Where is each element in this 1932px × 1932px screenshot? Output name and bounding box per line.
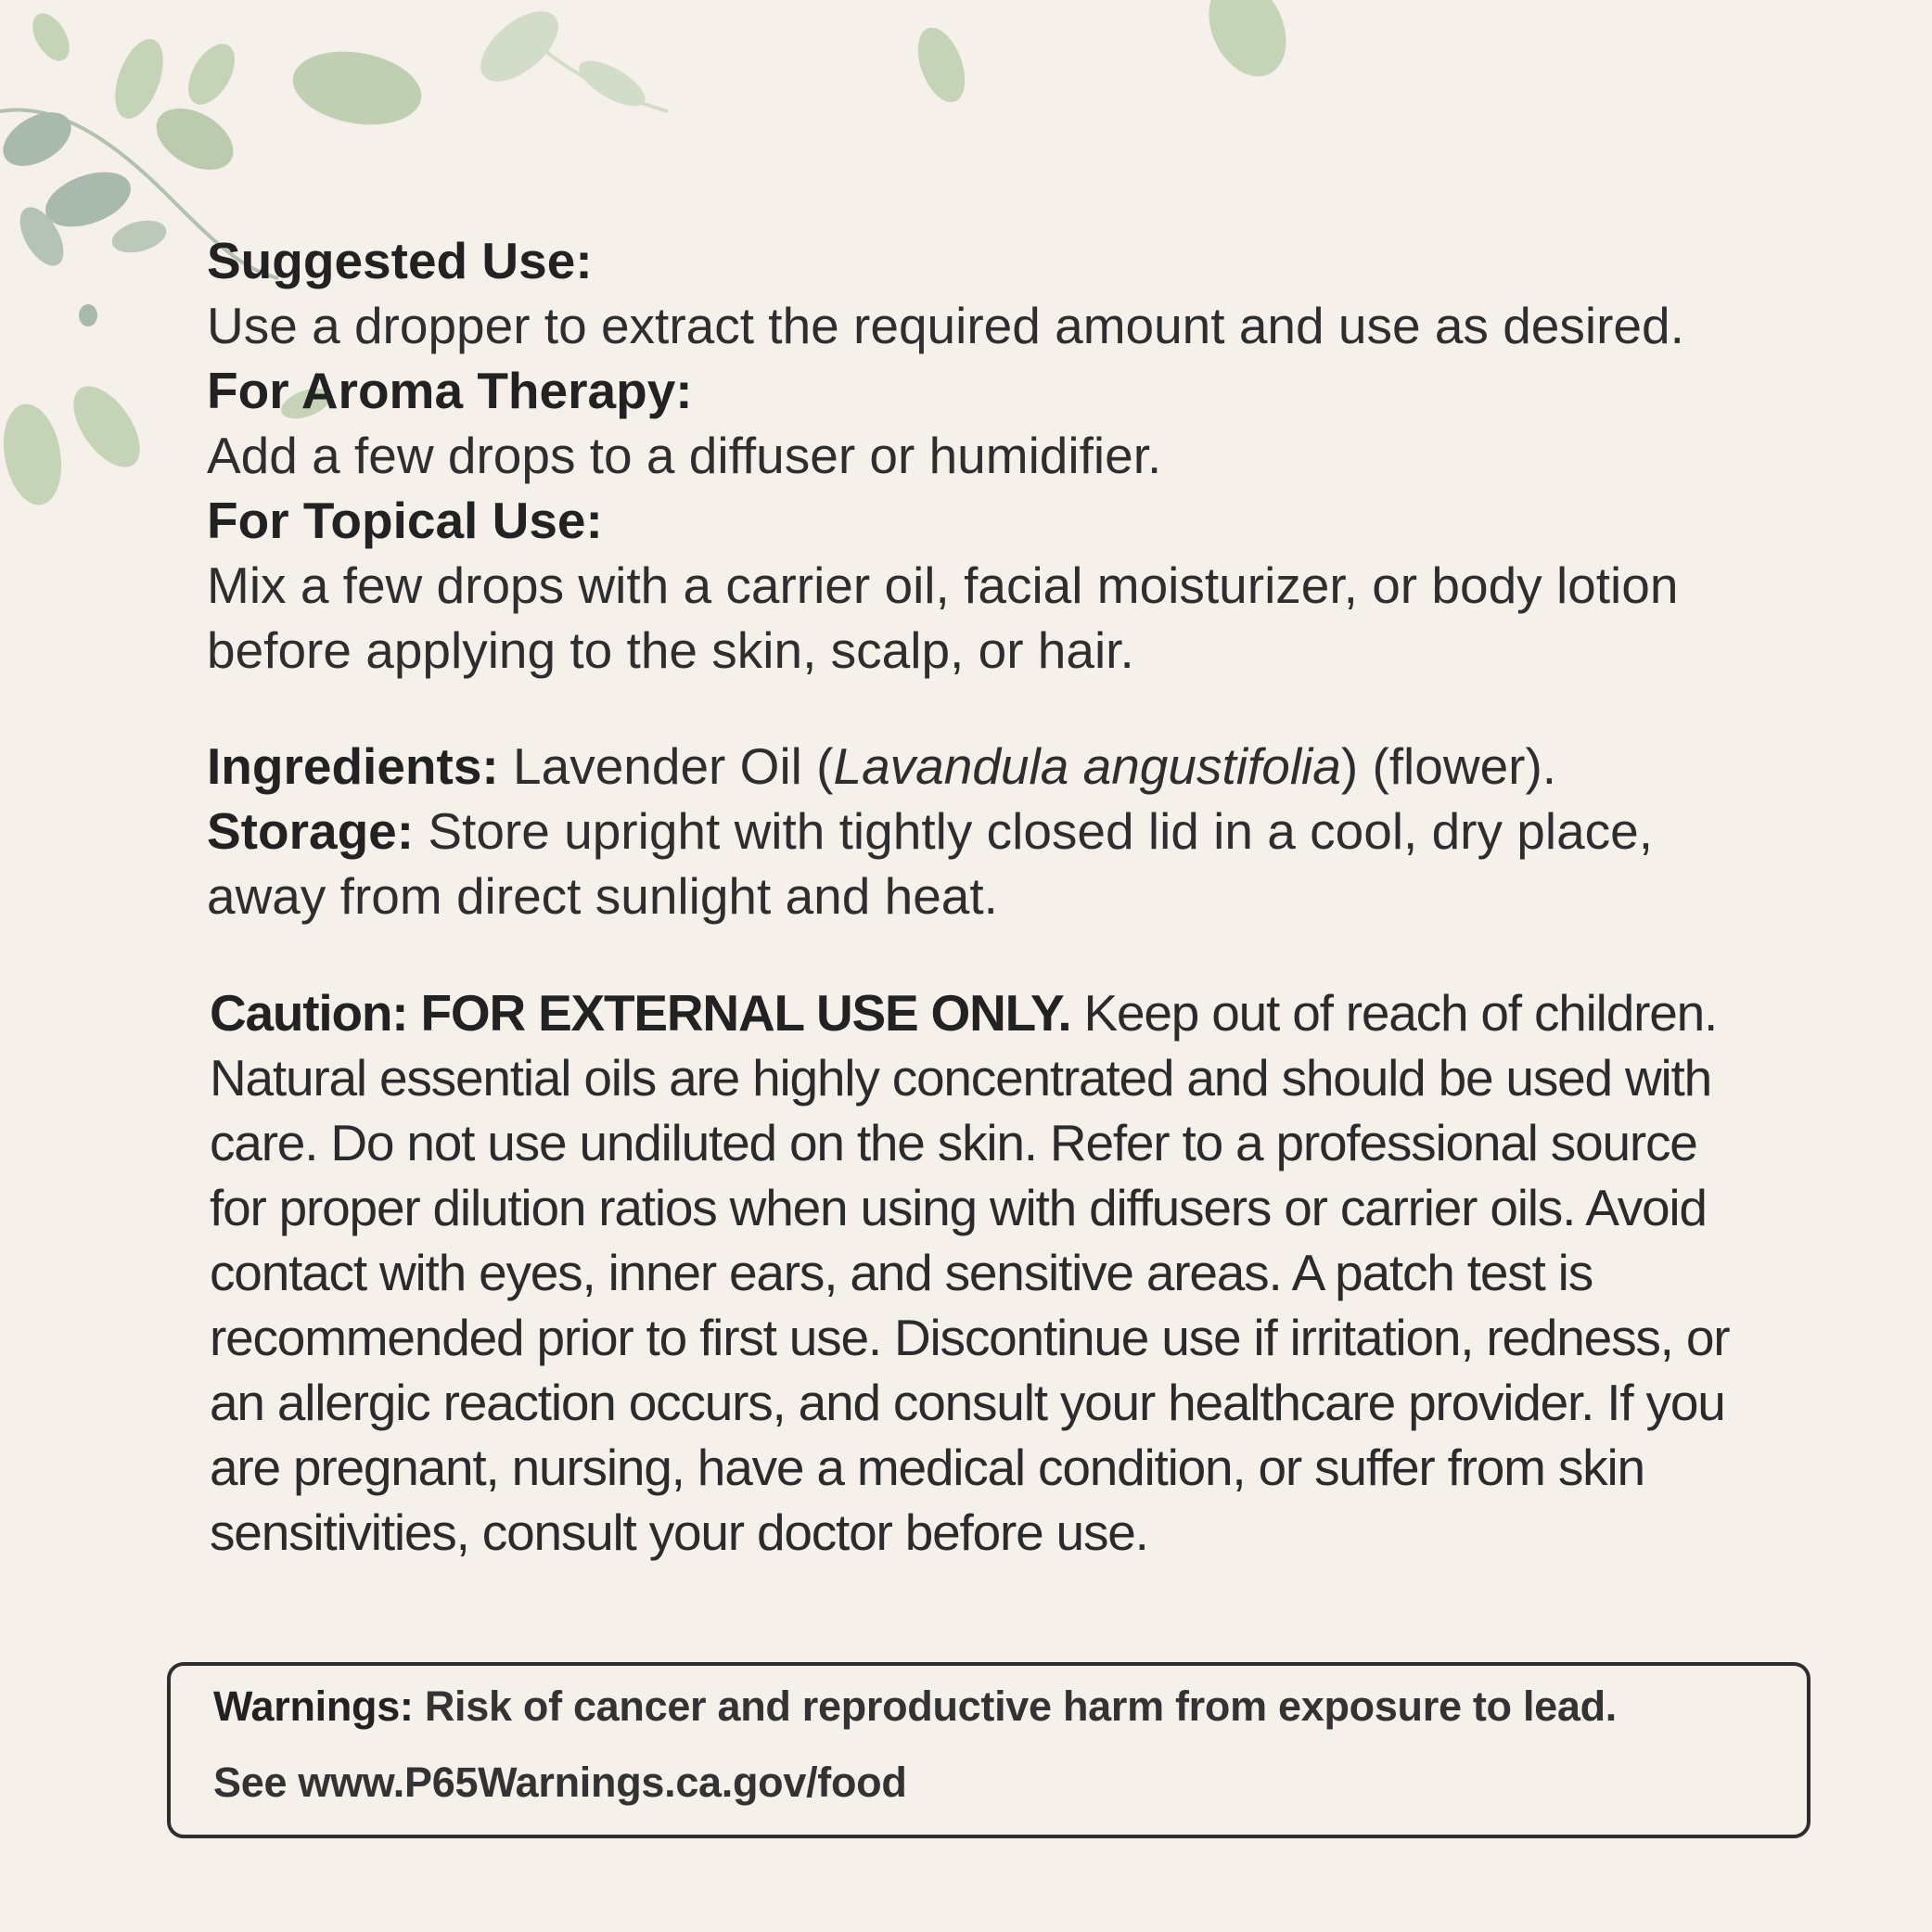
warning-link-line: See www.P65Warnings.ca.gov/food [213, 1759, 907, 1806]
directions-section [207, 228, 1774, 928]
warning-line [213, 1683, 1617, 1731]
caution-section [210, 980, 1786, 1565]
topical-use-line-2: before applying to the skin, scalp, or hair. [207, 621, 1134, 679]
caution-line: contact with eyes, inner ears, and sensitive areas. A patch test is [210, 1244, 1593, 1301]
ingredients-latin-name: Lavandula angustifolia [833, 737, 1341, 795]
storage-line-2: away from direct sunlight and heat. [207, 867, 998, 925]
caution-label: Caution: FOR EXTERNAL USE ONLY. [210, 984, 1071, 1042]
storage-text: Store upright with tightly closed lid in a cool, dry place, [414, 802, 1654, 860]
caution-text: Keep out of reach of children. [1070, 984, 1718, 1042]
prop65-warning-box [167, 1662, 1810, 1838]
warning-label: Warnings: [213, 1683, 414, 1730]
suggested-use-heading: Suggested Use: [207, 232, 593, 289]
storage-label: Storage: [207, 802, 415, 860]
warning-text: Risk of cancer and reproductive harm from exposure to lead. [413, 1683, 1617, 1730]
storage-line-1 [207, 799, 1774, 864]
topical-use-heading: For Topical Use: [207, 492, 603, 549]
aroma-therapy-heading: For Aroma Therapy: [207, 362, 693, 419]
ingredients-label: Ingredients: [207, 737, 499, 795]
caution-line: sensitivities, consult your doctor before use. [210, 1503, 1148, 1561]
ingredients-text-before: Lavender Oil ( [498, 737, 834, 795]
suggested-use-text: Use a dropper to extract the required amount and use as desired. [207, 297, 1684, 354]
caution-line-1 [210, 980, 1786, 1045]
caution-line: Natural essential oils are highly concentrated and should be used with [210, 1049, 1711, 1107]
topical-use-line-1: Mix a few drops with a carrier oil, facial moisturizer, or body lotion [207, 557, 1679, 614]
caution-line: for proper dilution ratios when using with diffusers or carrier oils. Avoid [210, 1179, 1707, 1236]
ingredients-text-after: ) (flower). [1340, 737, 1557, 795]
caution-line: are pregnant, nursing, have a medical condition, or suffer from skin [210, 1439, 1644, 1496]
aroma-therapy-text: Add a few drops to a diffuser or humidifier. [207, 427, 1162, 484]
caution-line: care. Do not use undiluted on the skin. Refer to a professional source [210, 1114, 1697, 1171]
caution-line: recommended prior to first use. Discontinue use if irritation, redness, or [210, 1309, 1730, 1366]
caution-line: an allergic reaction occurs, and consult your healthcare provider. If you [210, 1374, 1725, 1431]
ingredients-line [207, 734, 1774, 799]
